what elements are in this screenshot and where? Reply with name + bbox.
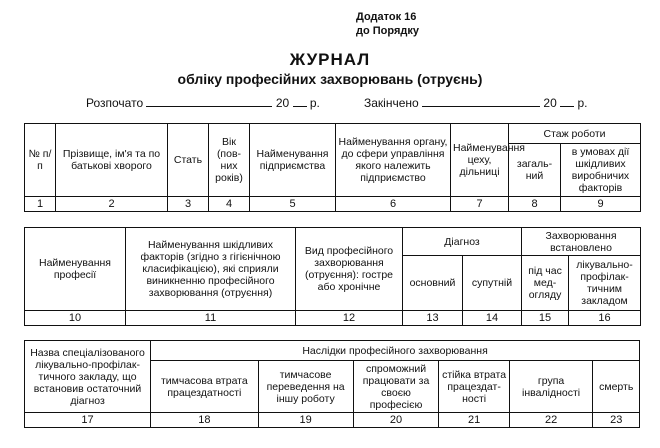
table2-number-row — [25, 311, 641, 326]
col-concomitant-diagnosis: супутній — [463, 256, 522, 311]
col-medical-institution: лікувально-профілак-тичним закладом — [569, 256, 641, 311]
col-num-16: 16 — [569, 311, 641, 326]
col-sex: Стать — [168, 124, 209, 197]
col-num-4: 4 — [209, 197, 250, 212]
finished-line — [364, 96, 587, 110]
col-num-10: 10 — [25, 311, 126, 326]
started-year: 20 — [275, 96, 290, 110]
journal-table-part-2 — [24, 227, 641, 326]
finished-year: 20 — [543, 96, 557, 110]
started-label: Розпочато — [86, 96, 144, 110]
col-num-14: 14 — [463, 311, 522, 326]
finished-year-blank[interactable] — [560, 96, 574, 107]
col-num-15: 15 — [522, 311, 569, 326]
col-specialized-institution: Назва спеціалізованого лікувально-профілак-тичного закладу, що встановив остаточний діагноз — [25, 341, 151, 413]
col-governing-body: Найменування органу, до сфери управління якого належить підприємство — [336, 124, 451, 197]
col-num-7: 7 — [451, 197, 509, 212]
col-number: № п/п — [25, 124, 56, 197]
annex-line-2: до Порядку — [356, 25, 419, 37]
started-blank[interactable] — [146, 96, 272, 107]
col-num-22: 22 — [509, 413, 593, 428]
group-disease-established: Захворювання встановлено — [522, 228, 641, 256]
table3-number-row — [25, 413, 640, 428]
col-harmful-experience: в умовах дії шкідливих виробничих факторів — [561, 144, 641, 197]
col-num-19: 19 — [258, 413, 353, 428]
col-total-experience: загаль-ний — [509, 144, 561, 197]
col-num-17: 17 — [25, 413, 151, 428]
col-num-13: 13 — [403, 311, 463, 326]
col-permanent-disability: стійка втрата працездат-ності — [439, 361, 509, 413]
col-num-5: 5 — [250, 197, 336, 212]
col-num-3: 3 — [168, 197, 209, 212]
finished-suffix: р. — [577, 96, 588, 110]
col-num-9: 9 — [561, 197, 641, 212]
col-death: смерть — [593, 361, 640, 413]
journal-subtitle: обліку професійних захворювань (отруєнь) — [177, 71, 483, 87]
col-disability-group: група інвалідності — [509, 361, 593, 413]
group-diagnosis: Діагноз — [403, 228, 522, 256]
finished-blank[interactable] — [422, 96, 540, 107]
col-age: Вік (пов-них років) — [209, 124, 250, 197]
col-num-21: 21 — [439, 413, 509, 428]
table1-number-row — [25, 197, 641, 212]
col-disease-type: Вид професійного захворювання (отруєння): гостре або хронічне — [296, 228, 403, 311]
col-num-1: 1 — [25, 197, 56, 212]
col-able-to-work: спроможний працювати за своєю професією — [353, 361, 439, 413]
col-num-18: 18 — [151, 413, 258, 428]
col-num-20: 20 — [353, 413, 439, 428]
col-main-diagnosis: основний — [403, 256, 463, 311]
col-harmful-factors: Найменування шкідливих факторів (згідно з гігієнічною класифікацією), які сприяли виникненню професійного захворювання (отруєння) — [126, 228, 296, 311]
col-num-6: 6 — [336, 197, 451, 212]
col-num-8: 8 — [509, 197, 561, 212]
col-num-23: 23 — [593, 413, 640, 428]
annex-line-1: Додаток 16 — [356, 11, 417, 23]
journal-table-part-1 — [24, 123, 641, 212]
finished-label: Закінчено — [364, 96, 419, 110]
started-suffix: р. — [309, 96, 320, 110]
journal-table-part-3 — [24, 340, 640, 428]
annex-note — [356, 10, 436, 38]
started-year-blank[interactable] — [293, 96, 307, 107]
group-work-experience: Стаж роботи — [509, 124, 641, 144]
group-disease-consequences: Наслідки професійного захворювання — [151, 341, 640, 361]
col-workshop: Найменування цеху, дільниці — [451, 124, 509, 197]
col-num-11: 11 — [126, 311, 296, 326]
col-temporary-transfer: тимчасове переведення на іншу роботу — [258, 361, 353, 413]
col-num-12: 12 — [296, 311, 403, 326]
col-num-2: 2 — [56, 197, 168, 212]
col-enterprise: Найменування підприємства — [250, 124, 336, 197]
col-temporary-disability: тимчасова втрата працездатності — [151, 361, 258, 413]
col-medical-exam: під час мед-огляду — [522, 256, 569, 311]
col-profession: Найменування професії — [25, 228, 126, 311]
journal-title: ЖУРНАЛ — [289, 50, 371, 69]
col-full-name: Прізвище, ім'я та по батькові хворого — [56, 124, 168, 197]
started-line — [86, 96, 320, 110]
